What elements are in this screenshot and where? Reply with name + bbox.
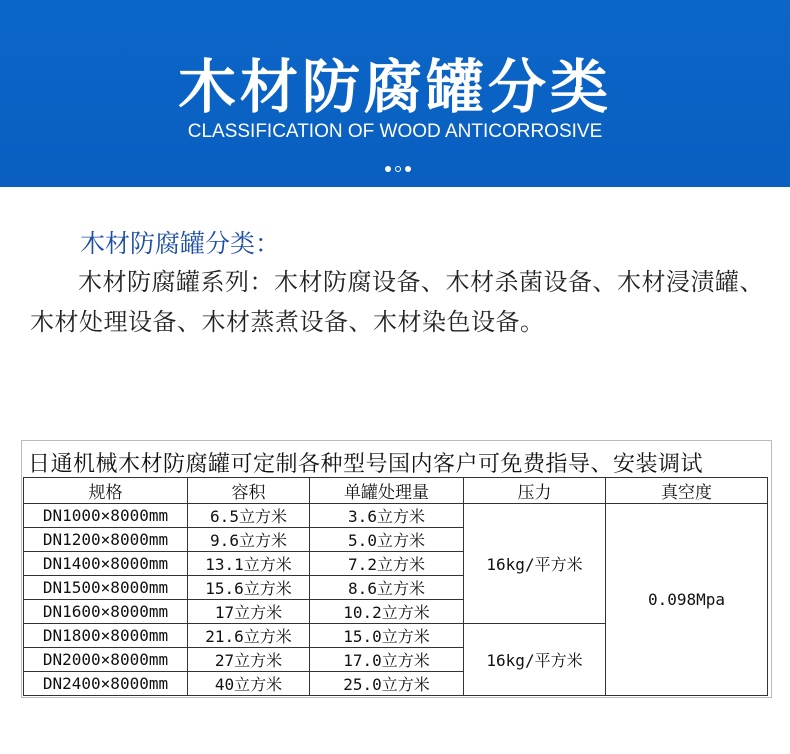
cell-vacuum: 0.098Mpa bbox=[606, 504, 768, 696]
cell-spec: DN1000×8000mm bbox=[24, 504, 188, 528]
cell-capacity: 15.0立方米 bbox=[310, 624, 464, 648]
cell-capacity: 5.0立方米 bbox=[310, 528, 464, 552]
header-volume: 容积 bbox=[188, 478, 310, 504]
cell-spec: DN2400×8000mm bbox=[24, 672, 188, 696]
cell-spec: DN1200×8000mm bbox=[24, 528, 188, 552]
cell-volume: 21.6立方米 bbox=[188, 624, 310, 648]
cell-volume: 9.6立方米 bbox=[188, 528, 310, 552]
dot-icon bbox=[385, 166, 391, 172]
header-pressure: 压力 bbox=[464, 478, 606, 504]
cell-spec: DN2000×8000mm bbox=[24, 648, 188, 672]
table-header-row bbox=[24, 478, 768, 504]
spec-table-panel bbox=[21, 440, 772, 698]
dots-decoration bbox=[383, 158, 413, 166]
cell-spec: DN1800×8000mm bbox=[24, 624, 188, 648]
cell-capacity: 17.0立方米 bbox=[310, 648, 464, 672]
banner-subtitle: CLASSIFICATION OF WOOD ANTICORROSIVE bbox=[187, 121, 603, 142]
cell-volume: 40立方米 bbox=[188, 672, 310, 696]
banner-title: 木材防腐罐分类 bbox=[177, 53, 612, 121]
cell-capacity: 10.2立方米 bbox=[310, 600, 464, 624]
cell-volume: 13.1立方米 bbox=[188, 552, 310, 576]
cell-volume: 6.5立方米 bbox=[188, 504, 310, 528]
cell-spec: DN1500×8000mm bbox=[24, 576, 188, 600]
cell-volume: 17立方米 bbox=[188, 600, 310, 624]
header-vacuum: 真空度 bbox=[606, 478, 768, 504]
header-spec: 规格 bbox=[24, 478, 188, 504]
cell-volume: 15.6立方米 bbox=[188, 576, 310, 600]
cell-capacity: 25.0立方米 bbox=[310, 672, 464, 696]
section-paragraph: 木材防腐罐系列：木材防腐设备、木材杀菌设备、木材浸渍罐、木材处理设备、木材蒸煮设备、木材染色设备。 bbox=[30, 268, 764, 336]
dot-outline-icon bbox=[395, 166, 401, 172]
section-heading: 木材防腐罐分类： bbox=[80, 229, 281, 258]
table-row bbox=[24, 504, 768, 528]
cell-spec: DN1600×8000mm bbox=[24, 600, 188, 624]
dot-icon bbox=[405, 166, 411, 172]
header-banner bbox=[0, 0, 790, 187]
cell-capacity: 7.2立方米 bbox=[310, 552, 464, 576]
header-capacity: 单罐处理量 bbox=[310, 478, 464, 504]
cell-capacity: 8.6立方米 bbox=[310, 576, 464, 600]
cell-spec: DN1400×8000mm bbox=[24, 552, 188, 576]
cell-volume: 27立方米 bbox=[188, 648, 310, 672]
spec-table bbox=[23, 477, 768, 696]
cell-pressure-group-2: 16kg/平方米 bbox=[464, 624, 606, 696]
table-caption: 日通机械木材防腐罐可定制各种型号国内客户可免费指导、安装调试 bbox=[28, 452, 704, 477]
cell-pressure-group-1: 16kg/平方米 bbox=[464, 504, 606, 624]
cell-capacity: 3.6立方米 bbox=[310, 504, 464, 528]
